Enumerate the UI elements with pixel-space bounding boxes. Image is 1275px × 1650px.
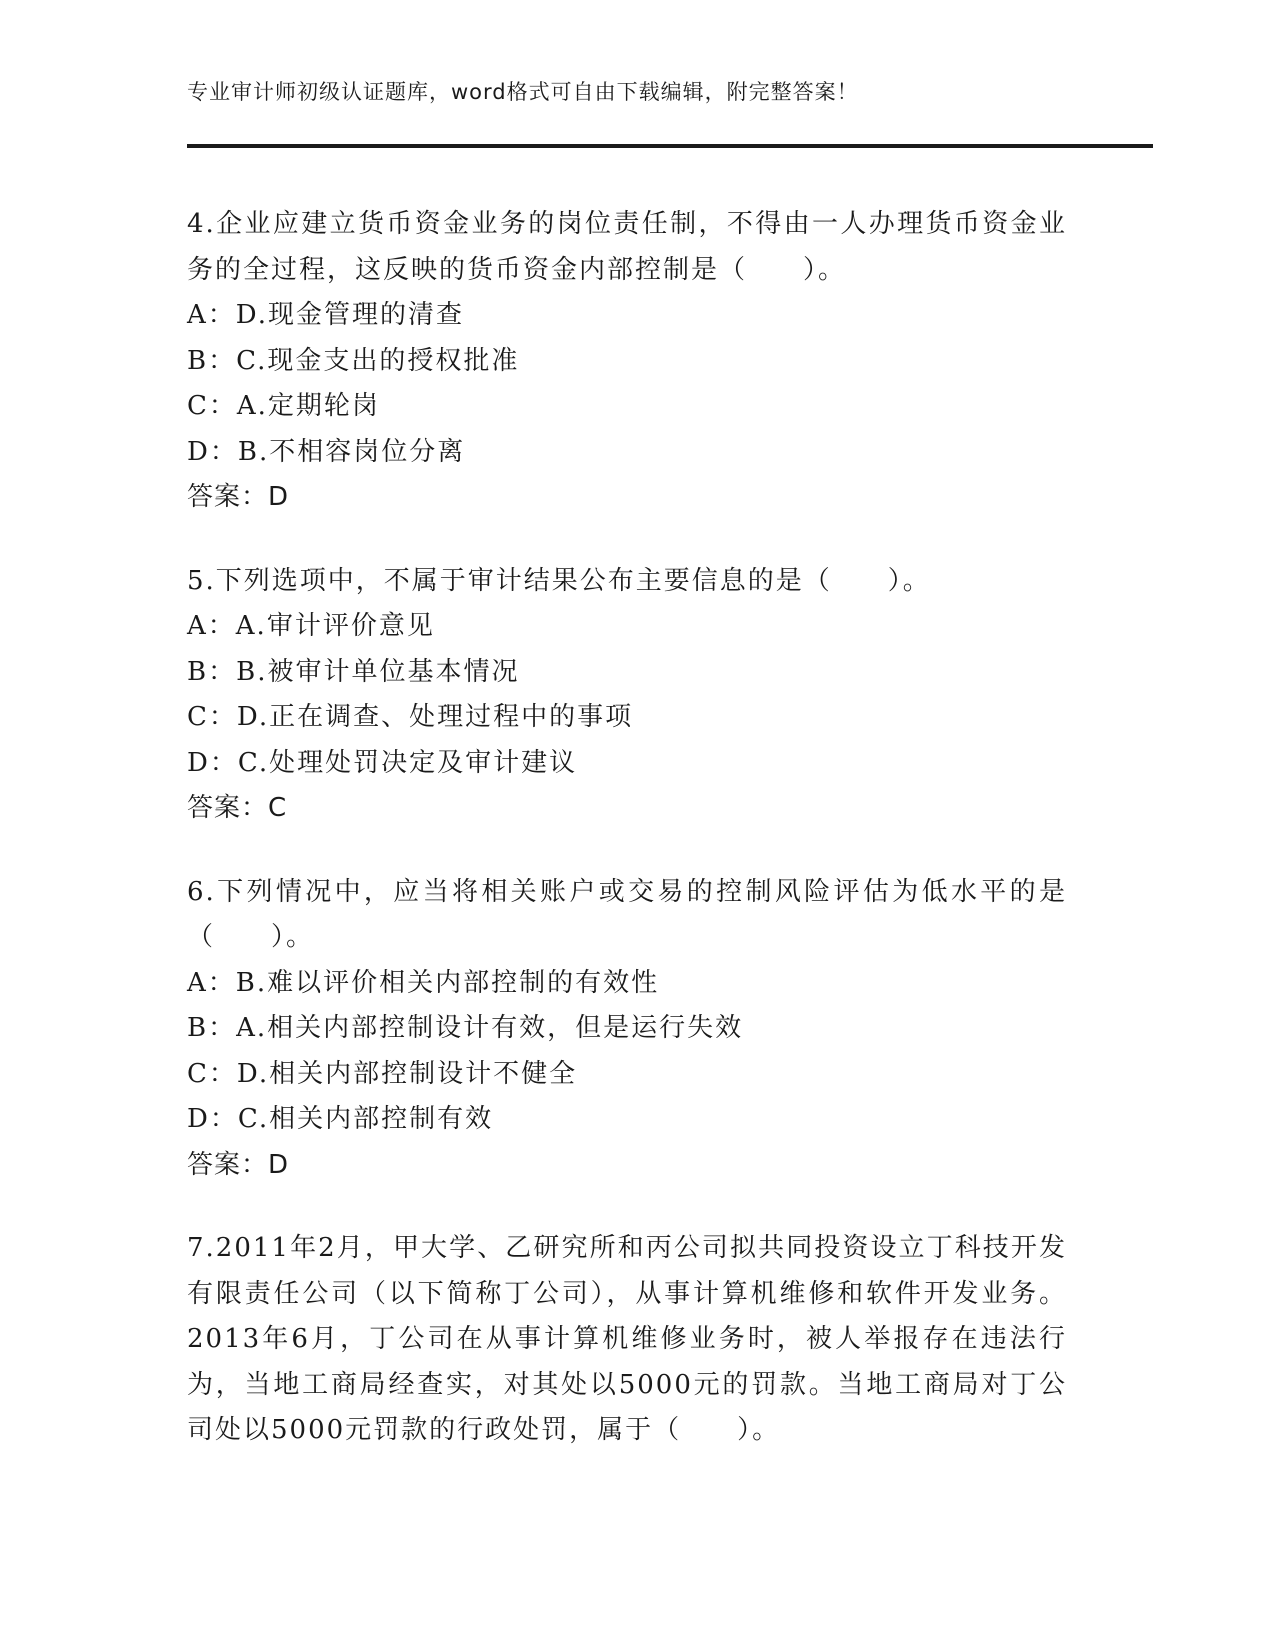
option-c: C：A.定期轮岗 [187,391,380,421]
option-b: B：A.相关内部控制设计有效，但是运行失效 [187,1013,744,1043]
option-d: D：B.不相容岗位分离 [187,436,466,467]
option-b: B：B.被审计单位基本情况 [187,656,520,687]
question-stem: 5.下列选项中，不属于审计结果公布主要信息的是（ ）。 [187,565,931,596]
option-c: C：D.相关内部控制设计不健全 [187,1058,578,1089]
question-4 [187,202,1067,521]
header-divider [187,144,1153,148]
question-list [187,202,1067,1492]
answer: 答案：C [187,793,288,823]
question-stem: 6.下列情况中，应当将相关账户或交易的控制风险评估为低水平的是（ ）。 [187,876,1067,952]
page-header: 专业审计师初级认证题库，word格式可自由下载编辑，附完整答案！ [187,80,859,104]
option-d: D：C.相关内部控制有效 [187,1104,494,1134]
option-a: A：A.审计评价意见 [187,611,435,641]
option-a: A：B.难以评价相关内部控制的有效性 [187,967,660,998]
question-stem: 7.2011年2月，甲大学、乙研究所和丙公司拟共同投资设立丁科技开发有限责任公司（以下简称丁公司），从事计算机维修和软件开发业务。2013年6月，丁公司在从事计算机维修业务时，被人举报存在违法行为，当地工商局经查实，对其处以5000元的罚款。当地工商局对丁公司处以5000元罚款的行政处罚，属于（ ）。 [187,1233,1067,1445]
option-d: D：C.处理处罚决定及审计建议 [187,747,578,778]
question-stem: 4.企业应建立货币资金业务的岗位责任制，不得由一人办理货币资金业务的全过程，这反映的货币资金内部控制是（ ）。 [187,209,1067,285]
option-c: C：D.正在调查、处理过程中的事项 [187,702,634,732]
answer: 答案：D [187,482,290,512]
option-b: B：C.现金支出的授权批准 [187,345,520,376]
option-a: A：D.现金管理的清查 [187,300,464,330]
answer: 答案：D [187,1149,290,1180]
question-6 [187,870,1067,1189]
question-7 [187,1226,1067,1454]
question-5 [187,559,1067,832]
